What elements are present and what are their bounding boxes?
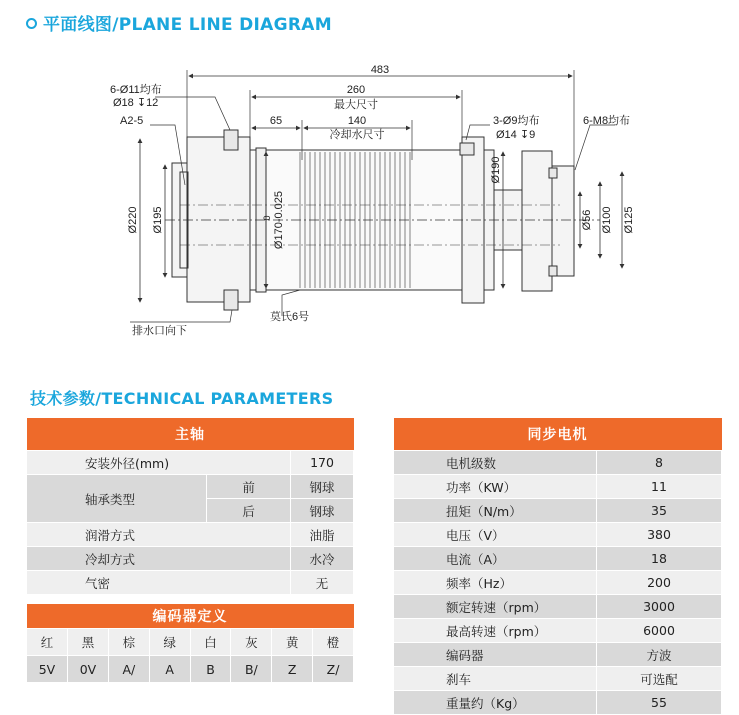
bearing-label: 轴承类型 (27, 475, 207, 523)
bearing-front-value: 钢球 (291, 475, 354, 499)
spindle-table (26, 418, 354, 595)
motor-param-label: 重量约（Kg） (394, 691, 597, 715)
motor-row (394, 451, 722, 475)
encoder-color-cell: 橙 (313, 629, 354, 656)
motor-row (394, 523, 722, 547)
circle-bullet-icon (26, 18, 37, 29)
bearing-front: 前 (207, 475, 291, 499)
motor-param-value: 200 (597, 571, 722, 595)
d56-label: Ø56 (581, 209, 593, 231)
a25-label: A2-5 (120, 115, 144, 127)
title-text: 平面线图/PLANE LINE DIAGRAM (43, 15, 332, 35)
motor-param-value: 18 (597, 547, 722, 571)
dim-140: 140 (347, 115, 367, 127)
technical-parameters-title: 技术参数/TECHNICAL PARAMETERS (30, 389, 334, 408)
dim-483: 483 (370, 64, 390, 76)
d220-label: Ø220 (127, 206, 139, 234)
encoder-header: 编码器定义 (27, 604, 354, 629)
encoder-color-cell: 绿 (149, 629, 190, 656)
d170-label: Ø170-0.025 (273, 190, 285, 250)
motor-param-label: 电机级数 (394, 451, 597, 475)
encoder-color-cell: 棕 (108, 629, 149, 656)
encoder-color-cell: 白 (190, 629, 231, 656)
motor-row (394, 691, 722, 715)
motor-param-value: 11 (597, 475, 722, 499)
motor-param-value: 380 (597, 523, 722, 547)
encoder-value-cell: 5V (27, 656, 68, 683)
motor-param-label: 最高转速（rpm） (394, 619, 597, 643)
encoder-value-cell: 0V (67, 656, 108, 683)
motor-param-value: 35 (597, 499, 722, 523)
encoder-value-cell: B (190, 656, 231, 683)
motor-param-value: 3000 (597, 595, 722, 619)
plane-line-diagram-title (26, 10, 332, 35)
d195-label: Ø195 (152, 206, 164, 234)
motor-param-value: 55 (597, 691, 722, 715)
motor-row (394, 499, 722, 523)
motor-param-value: 方波 (597, 643, 722, 667)
d100-label: Ø100 (601, 206, 613, 234)
motor-param-label: 功率（KW） (394, 475, 597, 499)
motor-row (394, 643, 722, 667)
motor-row (394, 547, 722, 571)
spindle-header: 主轴 (27, 418, 354, 451)
bearing-rear: 后 (207, 499, 291, 523)
plane-line-diagram (0, 40, 739, 340)
bearing-rear-value: 钢球 (291, 499, 354, 523)
d125-label: Ø125 (623, 206, 635, 234)
cooling-size-label: 冷却水尺寸 (329, 129, 385, 141)
m8-label: 6-M8均布 (583, 115, 631, 127)
encoder-color-cell: 黑 (67, 629, 108, 656)
motor-row (394, 667, 722, 691)
motor-table (393, 418, 722, 715)
motor-param-value: 可选配 (597, 667, 722, 691)
encoder-color-cell: 红 (27, 629, 68, 656)
motor-row (394, 619, 722, 643)
motor-param-label: 扭矩（N/m） (394, 499, 597, 523)
motor-param-label: 电压（V） (394, 523, 597, 547)
lube-label: 润滑方式 (27, 523, 291, 547)
d170-tolerance-top: 0 (262, 215, 272, 221)
lube-value: 油脂 (291, 523, 354, 547)
motor-param-label: 刹车 (394, 667, 597, 691)
motor-param-label: 额定转速（rpm） (394, 595, 597, 619)
encoder-value-cell: Z (272, 656, 313, 683)
d190-label: Ø190 (490, 156, 502, 184)
motor-param-label: 编码器 (394, 643, 597, 667)
max-size-label: 最大尺寸 (334, 99, 378, 111)
morse-label: 莫氏6号 (270, 311, 310, 323)
motor-header: 同步电机 (394, 418, 722, 451)
motor-param-label: 电流（A） (394, 547, 597, 571)
encoder-color-cell: 黄 (272, 629, 313, 656)
motor-row (394, 595, 722, 619)
encoder-value-cell: A (149, 656, 190, 683)
encoder-value-cell: B/ (231, 656, 272, 683)
install-dia-value: 170 (291, 451, 354, 475)
encoder-color-cell: 灰 (231, 629, 272, 656)
install-dia-label: 安装外径(mm) (27, 451, 291, 475)
holes-right-label-2: Ø14 ↧9 (496, 129, 536, 141)
dim-65: 65 (269, 115, 283, 127)
cool-label: 冷却方式 (27, 547, 291, 571)
holes-right-label-1: 3-Ø9均布 (493, 115, 540, 127)
encoder-value-cell: A/ (108, 656, 149, 683)
encoder-table (26, 604, 354, 683)
motor-param-value: 8 (597, 451, 722, 475)
motor-param-label: 频率（Hz） (394, 571, 597, 595)
air-label: 气密 (27, 571, 291, 595)
motor-row (394, 475, 722, 499)
holes-left-label-1: 6-Ø11均布 (110, 84, 162, 96)
encoder-value-cell: Z/ (313, 656, 354, 683)
holes-left-label-2: Ø18 ↧12 (113, 97, 159, 109)
motor-param-value: 6000 (597, 619, 722, 643)
cool-value: 水冷 (291, 547, 354, 571)
air-value: 无 (291, 571, 354, 595)
drain-label: 排水口向下 (132, 325, 187, 337)
motor-row (394, 571, 722, 595)
dim-260: 260 (346, 84, 366, 96)
